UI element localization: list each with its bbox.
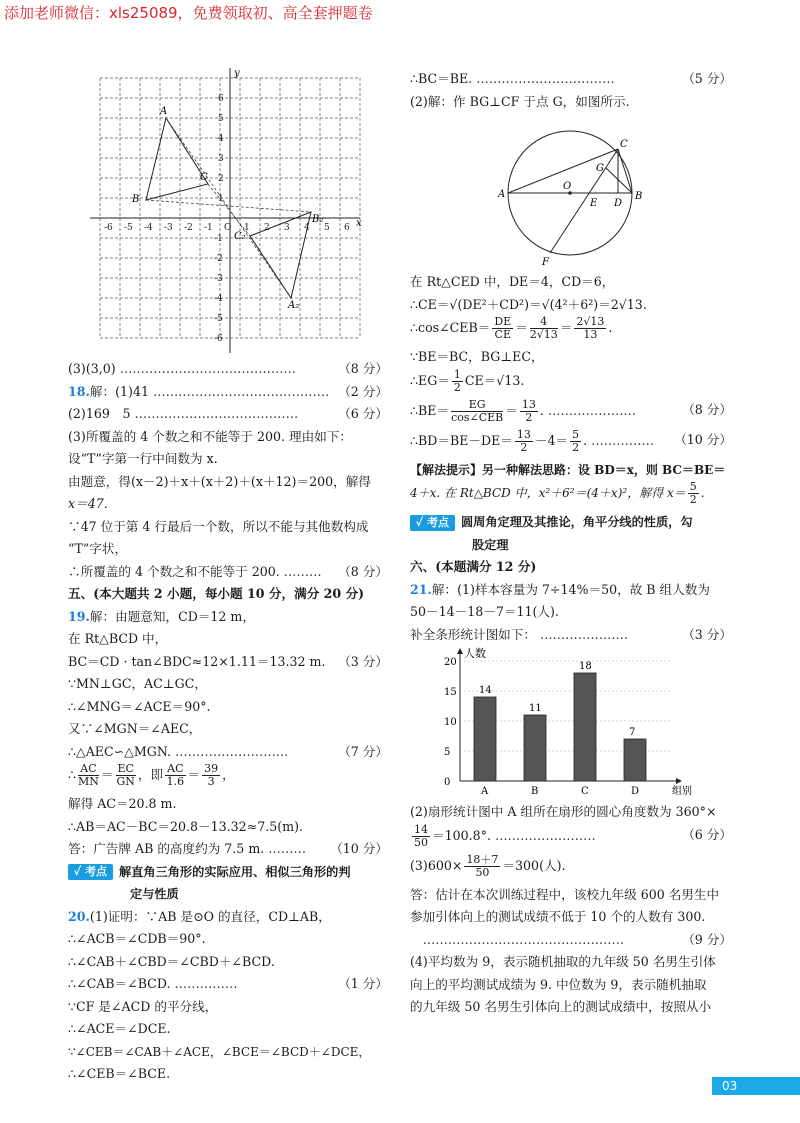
text: 解得 AC＝20.8 m. xyxy=(68,796,177,811)
score: （2 分） xyxy=(338,383,388,399)
key-point-text: 解直角三角形的实际应用、相似三角形的判 xyxy=(118,864,351,879)
text: 由题意，得(x－2)＋x＋(x＋2)＋(x＋12)＝200，解得 xyxy=(68,473,371,489)
line xyxy=(410,316,732,346)
x-tick-label: -4 xyxy=(144,223,153,233)
line: $\frac{14}{50}$ ＝100.8°. …………………… （6 分） xyxy=(414,822,732,849)
line-cf xyxy=(550,149,618,253)
text: BC＝CD · tan∠BDC≈12×1.11＝13.32 m. xyxy=(68,653,326,669)
denominator: 13 xyxy=(583,328,598,341)
bar-value-label: 7 xyxy=(629,727,636,738)
text: (3)(3,0) xyxy=(68,361,116,376)
text: . xyxy=(700,486,705,500)
line xyxy=(410,974,732,997)
text: (2)解：作 BG⊥CF 于点 G，如图所示. xyxy=(410,93,630,109)
bar xyxy=(574,673,596,781)
line xyxy=(68,493,388,516)
score: （5 分） xyxy=(682,71,732,86)
text: 六、(本题满分 12 分) xyxy=(410,559,537,574)
line xyxy=(68,996,388,1019)
x-tick-label: -2 xyxy=(184,223,193,233)
numerator: 5 xyxy=(572,427,580,441)
score: （1 分） xyxy=(338,976,388,991)
line: 答：广告牌 AB 的高度约为 7.5 m. ……… （10 分） xyxy=(68,838,388,861)
score: （8 分） xyxy=(682,401,732,417)
text: x＝47. xyxy=(68,496,108,511)
denominator: 2 xyxy=(525,410,533,424)
key-point-badge xyxy=(410,515,455,531)
bar-value-label: 18 xyxy=(579,661,592,672)
x-tick-label: O xyxy=(224,223,232,233)
y-tick-label: -5 xyxy=(214,314,223,324)
score: （3 分） xyxy=(682,626,732,642)
numerator: EG xyxy=(451,399,503,412)
numerator: AC xyxy=(78,763,99,776)
numerator: AC xyxy=(167,762,184,775)
line xyxy=(68,718,388,741)
text: ∴所覆盖的 4 个数之和不能等于 200. xyxy=(68,563,280,579)
y-tick-label: -4 xyxy=(214,294,223,304)
fraction xyxy=(570,429,581,454)
x-axis-label: x xyxy=(356,218,362,229)
text: 在 Rt△BCD 中， xyxy=(68,631,168,646)
numerator: DE xyxy=(494,315,512,328)
text: ∴AB＝AC－BC＝20.8－13.32≈7.5(m). xyxy=(68,818,304,834)
text: CE＝√13. xyxy=(464,372,525,388)
text: (3)所覆盖的 4 个数之和不能等于 200. 理由如下： xyxy=(68,428,352,444)
text: . xyxy=(583,432,588,448)
denominator: MN xyxy=(78,775,99,788)
y-tick-label: 5 xyxy=(218,114,224,124)
text: 50－14－18－7＝11(人). xyxy=(410,604,559,619)
fraction xyxy=(116,763,136,788)
numerator: 13 xyxy=(516,427,531,441)
x-tick-label: 5 xyxy=(324,223,330,233)
line xyxy=(68,816,388,839)
key-point-text: 圆周角定理及其推论，角平分线的性质，勾 xyxy=(460,515,693,529)
x-tick-label: -5 xyxy=(124,223,133,233)
text: 在 Rt△CED 中，DE＝4，CD＝6， xyxy=(410,274,615,289)
fraction xyxy=(452,369,463,394)
y-tick-label: 2 xyxy=(218,174,224,184)
score: （6 分） xyxy=(338,406,388,421)
line xyxy=(410,346,732,369)
point-b-label: B xyxy=(635,191,643,202)
badge-label: 考点 xyxy=(426,515,449,529)
y-tick-label: -2 xyxy=(214,254,223,264)
triangle-abc xyxy=(146,118,208,200)
y-axis-label: 人数 xyxy=(464,647,486,660)
text: ， xyxy=(222,767,235,782)
text: －4＝ xyxy=(534,432,569,448)
line: (3)(3,0) …………………………………… （8 分） xyxy=(68,358,388,381)
text: ∵CF 是∠ACD 的平分线， xyxy=(68,998,218,1014)
score: （10 分） xyxy=(674,431,732,447)
x-tick-label: -6 xyxy=(104,223,113,233)
section-heading xyxy=(68,583,388,606)
text: ∴BC＝BE. xyxy=(410,71,473,86)
y-tick-label: 15 xyxy=(444,687,457,698)
text: . xyxy=(539,402,544,418)
score: （10 分） xyxy=(330,841,388,856)
text: ＝ xyxy=(505,402,518,418)
numerator: 5 xyxy=(689,480,697,493)
text: 答：广告牌 AB 的高度约为 7.5 m. xyxy=(68,841,265,856)
numerator: 39 xyxy=(204,762,219,775)
watermark-text: 添加老师微信：xls25089，免费领取初、高全套押题卷 xyxy=(4,4,373,22)
point-g-label: G xyxy=(596,163,604,174)
key-point-text: 股定理 xyxy=(472,537,509,552)
y-tick-label: 0 xyxy=(444,777,451,788)
denominator: CE xyxy=(494,328,511,341)
line xyxy=(410,271,732,294)
line xyxy=(68,426,388,449)
check-icon: ✓ xyxy=(74,865,82,878)
text: ＝ xyxy=(100,767,114,782)
y-tick-label: -1 xyxy=(214,234,223,244)
text: 又∵∠MGN＝∠AEC， xyxy=(68,721,202,736)
line xyxy=(410,369,732,399)
fraction xyxy=(464,854,500,879)
text: (2)扇形统计图中 A 组所在扇形的圆心角度数为 360°× xyxy=(410,804,717,819)
line: ∴BE＝ $\frac{EG}{\text{cos∠CEB}}$ ＝ $\frac{13}{2}$ . ………………… （8 分） xyxy=(410,397,732,424)
bar-chart-svg xyxy=(410,646,732,801)
denominator: 2 xyxy=(572,440,580,454)
text: 4＋x. 在 Rt△BCD 中，x²＋6²＝(4＋x)²，解得 x＝ xyxy=(410,486,686,500)
line: ∴△AEC∽△MGN. ……………………… （7 分） xyxy=(68,741,388,764)
question-number: 18. xyxy=(68,383,90,399)
line xyxy=(68,763,388,793)
coordinate-graph xyxy=(68,68,388,358)
point-o-label: O xyxy=(563,181,572,192)
badge-label: 考点 xyxy=(84,865,107,878)
denominator: cos∠CEB xyxy=(451,410,504,424)
text: 【解法提示】另一种解法思路：设 BD＝x，则 BC＝BE＝ xyxy=(410,462,726,477)
line xyxy=(68,793,388,816)
text: (3)600× xyxy=(410,857,463,873)
line: ∴BD＝BE－DE＝ $\frac{13}{2}$ －4＝ $\frac{5}{2}$ . …………… （10 分） xyxy=(410,427,732,454)
numerator: 1 xyxy=(453,367,461,381)
question-number: 20. xyxy=(68,908,90,924)
numerator: 13 xyxy=(521,397,536,411)
denominator: 50 xyxy=(414,835,428,849)
key-point-cont xyxy=(410,534,732,557)
line xyxy=(68,538,388,561)
line xyxy=(410,801,732,824)
point-a-label: A xyxy=(160,106,168,117)
line xyxy=(68,1041,388,1064)
text: ∴∠CAB＝∠BCD. xyxy=(68,976,171,991)
score: （7 分） xyxy=(338,743,388,759)
denominator: 50 xyxy=(475,865,490,879)
solution-hint xyxy=(410,459,732,482)
text: 解：由题意知，CD＝12 m， xyxy=(89,608,255,624)
y-tick-label: 20 xyxy=(444,657,457,668)
denominator: GN xyxy=(116,775,135,788)
text: ＝ xyxy=(187,767,201,782)
line: ∴∠CAB＝∠BCD. …………… （1 分） xyxy=(68,973,388,996)
point-a-label: A xyxy=(498,189,506,200)
circle-figure xyxy=(410,113,732,271)
text: ∵MN⊥GC，AC⊥GC， xyxy=(68,676,207,691)
text: (2)169 5 xyxy=(68,406,131,421)
point-e-label: E xyxy=(590,198,598,209)
left-column xyxy=(68,68,388,1086)
x-tick-label: D xyxy=(631,786,640,797)
numerator: 18＋7 xyxy=(466,852,499,866)
question-number: 19. xyxy=(68,608,90,624)
text: ∵BE＝BC，BG⊥EC， xyxy=(410,349,544,364)
line: ∴所覆盖的 4 个数之和不能等于 200. ……… （8 分） xyxy=(68,561,388,584)
line: 补全条形统计图如下： ………………… （3 分） xyxy=(410,624,732,647)
score: （6 分） xyxy=(682,826,732,842)
text: 设“T”字第一行中间数为 x. xyxy=(68,451,218,466)
line xyxy=(68,951,388,974)
line: (2)169 5 ………………………………… （6 分） xyxy=(68,403,388,426)
line xyxy=(68,471,388,494)
bar xyxy=(524,715,546,781)
y-tick-label: 3 xyxy=(218,154,224,164)
dashed-a-a2 xyxy=(166,118,291,298)
y-tick-label: 5 xyxy=(444,747,451,758)
x-tick-label: -3 xyxy=(164,223,173,233)
point-b-label: B xyxy=(132,194,140,205)
line xyxy=(68,628,388,651)
line xyxy=(410,854,732,884)
line xyxy=(410,996,732,1019)
line xyxy=(410,906,732,929)
point-c-label: C xyxy=(200,172,208,183)
line xyxy=(410,91,732,114)
coordinate-graph-svg xyxy=(90,68,360,353)
line xyxy=(410,294,732,317)
line xyxy=(68,928,388,951)
fraction xyxy=(451,399,503,424)
y-tick-label: 4 xyxy=(218,134,224,144)
numerator: EC xyxy=(117,762,134,775)
text: 答：估计在本次训练过程中，该校九年级 600 名男生中 xyxy=(410,886,720,902)
line xyxy=(68,906,388,929)
denominator: 2 xyxy=(453,380,461,394)
text: 解：(1)41 xyxy=(89,383,149,399)
fraction xyxy=(574,316,606,341)
text: ∴EG＝ xyxy=(410,372,450,388)
right-column xyxy=(410,68,732,1019)
text: ∴BE＝ xyxy=(410,402,450,418)
x-tick-label: A xyxy=(481,786,489,797)
text: ∴BD＝BE－DE＝ xyxy=(410,432,513,448)
point-b2-label: B₂ xyxy=(312,214,324,225)
fraction xyxy=(202,763,220,788)
bar xyxy=(624,739,646,781)
fraction xyxy=(492,316,513,341)
line xyxy=(68,696,388,719)
y-tick-label: -3 xyxy=(214,274,223,284)
numerator: 4 xyxy=(530,316,558,329)
page-number: 03 xyxy=(712,1077,800,1095)
fraction xyxy=(412,824,430,849)
line: ∴BC＝BE. …………………………… （5 分） xyxy=(410,68,732,91)
fraction xyxy=(520,399,538,424)
dashed-b-b2 xyxy=(146,200,311,212)
line xyxy=(68,1018,388,1041)
x-axis-arrow xyxy=(676,778,682,784)
x-tick-label: 4 xyxy=(304,223,310,233)
point-c-label: C xyxy=(620,139,628,150)
fraction xyxy=(530,316,558,341)
bar-value-label: 14 xyxy=(479,685,492,696)
text: 补全条形统计图如下： xyxy=(410,626,536,642)
text: ＝ xyxy=(559,320,573,335)
text: ∴∠MNG＝∠ACE＝90°. xyxy=(68,698,211,714)
x-tick-label: -1 xyxy=(204,223,213,233)
score: （9 分） xyxy=(682,931,732,947)
text: ∴ xyxy=(68,767,77,782)
y-tick-label: 10 xyxy=(444,717,457,728)
key-point-badge xyxy=(68,864,113,880)
text: 参加引体向上的测试成绩不低于 10 个的人数有 300. xyxy=(410,909,706,924)
y-axis-label: y xyxy=(234,68,240,79)
denominator: 2 xyxy=(520,440,528,454)
fraction xyxy=(165,763,185,788)
fraction xyxy=(78,763,99,788)
numerator: 2√13 xyxy=(576,315,605,328)
x-tick-label: B xyxy=(531,786,539,797)
y-tick-label: 1 xyxy=(218,194,224,204)
text: ＝300(人). xyxy=(502,857,566,873)
text: . xyxy=(608,320,613,335)
line: ………………………………………… （9 分） xyxy=(410,929,732,952)
bar-chart xyxy=(410,646,732,801)
line xyxy=(68,1063,388,1086)
x-tick-label: 2 xyxy=(264,223,270,233)
denominator: 1.6 xyxy=(166,775,185,788)
x-tick-label: C xyxy=(581,786,589,797)
text: ∵∠CEB＝∠CAB＋∠ACE，∠BCE＝∠BCD＋∠DCE， xyxy=(68,1044,371,1059)
x-axis-label: 组别 xyxy=(672,786,692,797)
key-point-cont xyxy=(68,883,388,906)
x-tick-label: 3 xyxy=(284,223,290,233)
denominator: 2 xyxy=(689,493,697,506)
line xyxy=(410,951,732,974)
triangle-a2b2c2 xyxy=(250,212,311,298)
line: 18.解：(1)41 …………………………………… （2 分） xyxy=(68,381,388,404)
text: ＝100.8°. xyxy=(432,827,491,843)
x-tick-label: 1 xyxy=(244,223,250,233)
bar-value-label: 11 xyxy=(529,703,542,714)
score: （3 分） xyxy=(338,653,388,669)
line xyxy=(68,516,388,539)
bar xyxy=(474,697,496,781)
text: ∴CE＝√(DE²＋CD²)＝√(4²＋6²)＝2√13. xyxy=(410,296,647,312)
denominator: 2√13 xyxy=(529,328,558,341)
score: （8 分） xyxy=(338,361,388,376)
line xyxy=(410,884,732,907)
text: 的九年级 50 名男生引体向上的测试成绩中，按照从小 xyxy=(410,999,712,1014)
line xyxy=(68,651,388,674)
solution-hint-cont xyxy=(410,481,732,511)
text: 五、(本大题共 2 小题，每小题 10 分，满分 20 分) xyxy=(68,586,365,601)
point-f-label: F xyxy=(542,257,549,268)
check-icon: ✓ xyxy=(416,515,424,529)
score: （8 分） xyxy=(338,563,388,579)
fraction xyxy=(688,481,699,506)
line xyxy=(68,673,388,696)
numerator: 14 xyxy=(414,822,428,836)
line xyxy=(410,579,732,602)
y-tick-label: 6 xyxy=(218,94,224,104)
text: ∵47 位于第 4 行最后一个数，所以不能与其他数构成 xyxy=(68,518,369,534)
x-tick-label: 6 xyxy=(344,223,350,233)
key-point xyxy=(410,511,732,534)
text: ＝ xyxy=(515,320,528,335)
text: 解：(1)样本容量为 7÷14%＝50，故 B 组人数为 xyxy=(431,581,710,597)
text: “T”字状， xyxy=(68,541,128,556)
text: ∴cos∠CEB＝ xyxy=(410,320,491,335)
text: ∴∠ACE＝∠DCE. xyxy=(68,1021,171,1036)
y-tick-label: -6 xyxy=(214,334,223,344)
circle-figure-svg xyxy=(410,113,732,271)
key-point xyxy=(68,861,388,884)
line xyxy=(68,448,388,471)
point-a2-label: A₂ xyxy=(288,300,300,311)
fraction xyxy=(515,429,533,454)
text: ∴∠ACB＝∠CDB＝90°. xyxy=(68,931,206,946)
question-number: 21. xyxy=(410,581,432,597)
text: (4)平均数为 9，表示随机抽取的九年级 50 名男生引体 xyxy=(410,954,716,969)
point-d-label: D xyxy=(614,198,623,209)
text: ∴△AEC∽△MGN. xyxy=(68,743,172,759)
text: (1)证明：∵AB 是⊙O 的直径，CD⊥AB， xyxy=(89,908,331,924)
y-axis-arrow xyxy=(457,648,463,654)
text: ，即 xyxy=(137,767,164,782)
line xyxy=(410,601,732,624)
key-point-text: 定与性质 xyxy=(130,887,179,901)
point-c2-label: C₂ xyxy=(234,231,246,242)
text: ∴∠CAB＋∠CBD＝∠CBD＋∠BCD. xyxy=(68,953,275,969)
line xyxy=(68,606,388,629)
text: 向上的平均测试成绩为 9. 中位数为 9，表示随机抽取 xyxy=(410,976,707,992)
text: ∴∠CEB＝∠BCE. xyxy=(68,1066,171,1081)
denominator: 3 xyxy=(207,775,215,788)
section-heading xyxy=(410,556,732,579)
